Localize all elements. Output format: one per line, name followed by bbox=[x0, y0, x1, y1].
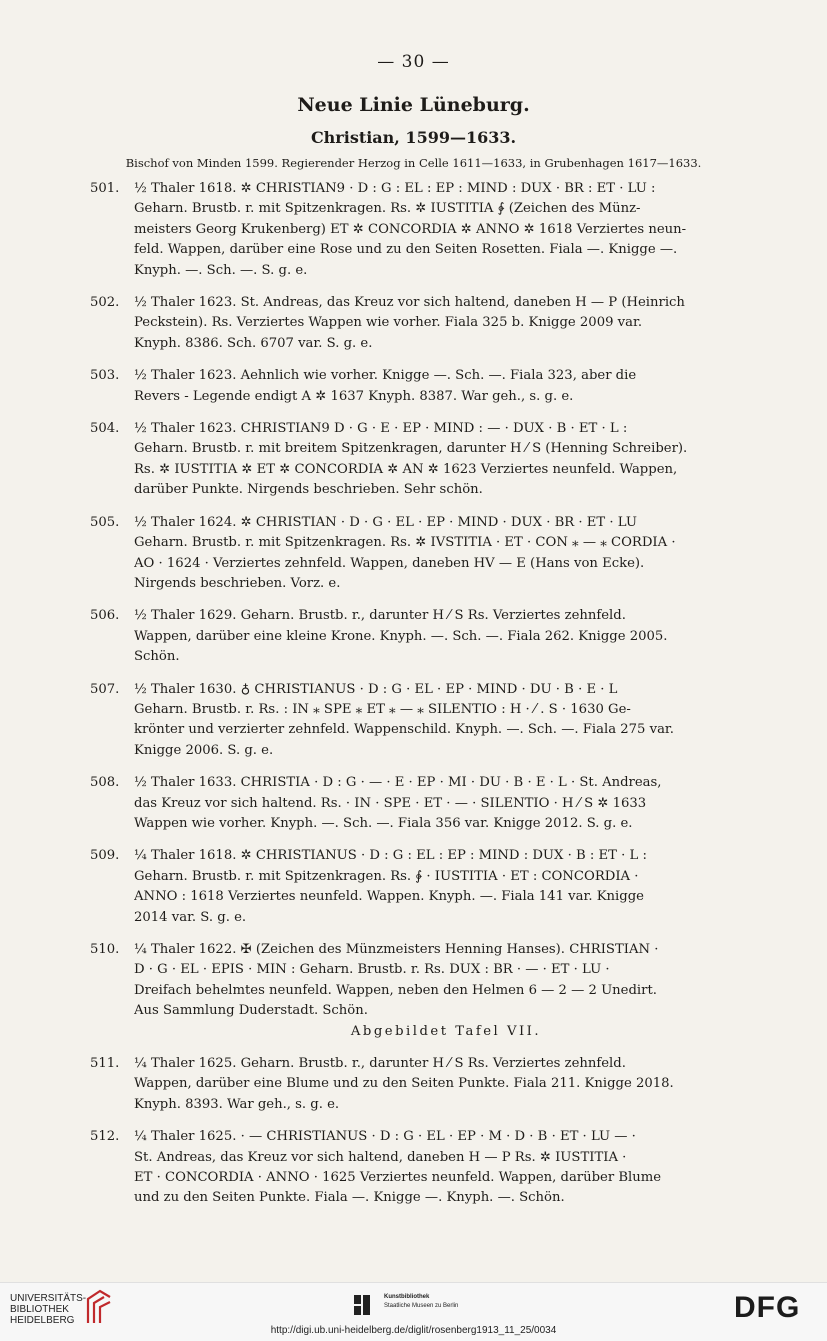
page-title: Neue Linie Lüneburg. bbox=[297, 94, 530, 116]
entry-line: ½ Thaler 1623. St. Andreas, das Kreuz vor sich haltend, daneben H — P (Heinrich bbox=[134, 295, 685, 311]
section-note: Bischof von Minden 1599. Regierender Herzog in Celle 1611—1633, in Grubenhagen 1617—1633. bbox=[125, 156, 702, 170]
catalog-entry bbox=[90, 419, 758, 501]
entry-line: ½ Thaler 1630. ♁ CHRISTIANUS · D : G · EL · EP · MIND · DU · B · E · L bbox=[134, 681, 618, 697]
catalog-entry bbox=[90, 366, 758, 407]
entry-line: ANNO : 1618 Verziertes neunfeld. Wappen. Knyph. —. Fiala 141 var. Knigge bbox=[134, 889, 644, 905]
entry-line: ET · CONCORDIA · ANNO · 1625 Verziertes neunfeld. Wappen, darüber Blume bbox=[134, 1170, 662, 1186]
kb-line-2: Staatliche Museen zu Berlin bbox=[384, 1303, 459, 1309]
entry-number: 506. bbox=[90, 608, 120, 624]
entry-line: ¼ Thaler 1618. ✲ CHRISTIANUS · D : G : EL : EP : MIND : DUX · B : ET · L : bbox=[134, 848, 647, 864]
permalink-url[interactable]: http://digi.ub.uni-heidelberg.de/diglit/rosenberg1913_11_25/0034 bbox=[270, 1325, 557, 1336]
entry-number: 505. bbox=[90, 514, 120, 530]
entry-number: 503. bbox=[90, 368, 120, 384]
entry-line: Knyph. 8393. War geh., s. g. e. bbox=[134, 1096, 340, 1112]
entry-line: das Kreuz vor sich haltend. Rs. · IN · SPE · ET · — · SILENTIO · H ⁄ S ✲ 1633 bbox=[134, 795, 647, 811]
entry-number: 507. bbox=[90, 681, 120, 697]
entry-line: Nirgends beschrieben. Vorz. e. bbox=[134, 575, 341, 591]
entry-line: ¼ Thaler 1622. ✠ (Zeichen des Münzmeisters Henning Hanses). CHRISTIAN · bbox=[134, 942, 659, 957]
catalog-entry bbox=[90, 606, 758, 667]
entry-line: ½ Thaler 1618. ✲ CHRISTIAN9 · D : G : EL : EP : MIND : DUX · BR : ET · LU : bbox=[134, 181, 656, 196]
entry-number: 511. bbox=[90, 1056, 120, 1072]
dfg-logo: DFG bbox=[734, 1291, 801, 1324]
entry-line: ¼ Thaler 1625. Geharn. Brustb. r., darunter H ⁄ S Rs. Verziertes zehnfeld. bbox=[134, 1056, 626, 1072]
catalog-entries bbox=[90, 179, 758, 1209]
catalog-entry bbox=[90, 846, 758, 928]
entry-line: Knyph. 8386. Sch. 6707 var. S. g. e. bbox=[134, 335, 373, 351]
entry-line: Wappen, darüber eine kleine Krone. Knyph. —. Sch. —. Fiala 262. Knigge 2005. bbox=[134, 628, 668, 644]
entry-line: ½ Thaler 1623. Aehnlich wie vorher. Knigge —. Sch. —. Fiala 323, aber die bbox=[134, 368, 637, 384]
kb-line-1: Kunstbibliothek bbox=[384, 1294, 430, 1300]
entry-line: darüber Punkte. Nirgends beschrieben. Sehr schön. bbox=[134, 482, 483, 498]
plate-reference: Abgebildet Tafel VII. bbox=[350, 1023, 542, 1039]
entry-line: ½ Thaler 1623. CHRISTIAN9 D · G · E · EP · MIND : — · DUX · B · ET · L : bbox=[134, 421, 628, 437]
catalog-entry bbox=[90, 940, 758, 1042]
entry-line: ½ Thaler 1633. CHRISTIA · D : G · — · E · EP · MI · DU · B · E · L · St. Andreas, bbox=[134, 775, 662, 791]
entry-line: feld. Wappen, darüber eine Rose und zu den Seiten Rosetten. Fiala —. Knigge —. bbox=[134, 242, 678, 258]
entry-line: Geharn. Brustb. r. Rs. : IN ⁎ SPE ⁎ ET ⁎ — ⁎ SILENTIO : H · ⁄ . S · 1630 Ge- bbox=[134, 701, 631, 717]
entry-line: St. Andreas, das Kreuz vor sich haltend, daneben H — P Rs. ✲ IUSTITIA · bbox=[134, 1149, 627, 1165]
entry-number: 509. bbox=[90, 848, 120, 864]
entry-line: ½ Thaler 1624. ✲ CHRISTIAN · D · G · EL · EP · MIND · DUX · BR · ET · LU bbox=[134, 514, 637, 530]
section-title: Christian, 1599—1633. bbox=[310, 128, 517, 147]
catalog-entry bbox=[90, 773, 758, 834]
entry-number: 501. bbox=[90, 181, 120, 196]
university-library-logo-text bbox=[10, 1293, 86, 1326]
kunstbibliothek-logo-icon bbox=[352, 1293, 372, 1317]
entry-line: D · G · EL · EPIS · MIN : Geharn. Brustb. r. Rs. DUX : BR · — · ET · LU · bbox=[134, 962, 610, 978]
entry-line: Knigge 2006. S. g. e. bbox=[134, 742, 274, 758]
entry-number: 504. bbox=[90, 421, 120, 437]
entry-line: ¼ Thaler 1625. · — CHRISTIANUS · D : G · EL · EP · M · D · B · ET · LU — · bbox=[134, 1129, 636, 1145]
entry-line: Rs. ✲ IUSTITIA ✲ ET ✲ CONCORDIA ✲ AN ✲ 1623 Verziertes neunfeld. Wappen, bbox=[134, 461, 678, 477]
entry-line: Wappen, darüber eine Blume und zu den Seiten Punkte. Fiala 211. Knigge 2018. bbox=[134, 1076, 674, 1092]
catalog-entry bbox=[90, 1127, 758, 1209]
entry-line: meisters Georg Krukenberg) ET ✲ CONCORDIA ✲ ANNO ✲ 1618 Verziertes neun- bbox=[134, 221, 687, 237]
catalog-entry bbox=[90, 680, 758, 762]
entry-line: und zu den Seiten Punkte. Fiala —. Knigge —. Knyph. —. Schön. bbox=[134, 1190, 565, 1206]
entry-line: ½ Thaler 1629. Geharn. Brustb. r., darunter H ⁄ S Rs. Verziertes zehnfeld. bbox=[134, 608, 626, 624]
entry-line: Wappen wie vorher. Knyph. —. Sch. —. Fiala 356 var. Knigge 2012. S. g. e. bbox=[134, 815, 633, 831]
entry-line: Geharn. Brustb. r. mit Spitzenkragen. Rs. ✲ IVSTITIA · ET · CON ⁎ — ⁎ CORDIA · bbox=[134, 535, 676, 551]
uni-line-3: HEIDELBERG bbox=[10, 1315, 75, 1326]
catalog-entry bbox=[90, 513, 758, 595]
entry-line: Revers - Legende endigt A ✲ 1637 Knyph. 8387. War geh., s. g. e. bbox=[134, 388, 574, 404]
university-logo-icon bbox=[84, 1289, 114, 1325]
entry-line: Geharn. Brustb. r. mit Spitzenkragen. Rs. ✲ IUSTITIA ∲ (Zeichen des Münz- bbox=[134, 201, 641, 217]
entry-line: Geharn. Brustb. r. mit breitem Spitzenkragen, darunter H ⁄ S (Henning Schreiber). bbox=[134, 441, 688, 457]
entry-line: Schön. bbox=[134, 649, 180, 665]
catalog-entry bbox=[90, 179, 758, 281]
entry-number: 512. bbox=[90, 1129, 120, 1145]
page-number: — 30 — bbox=[377, 52, 450, 72]
kunstbibliothek-text bbox=[384, 1293, 458, 1311]
uni-line-2: BIBLIOTHEK bbox=[10, 1304, 69, 1315]
entry-line: Dreifach behelmtes neunfeld. Wappen, neben den Helmen 6 — 2 — 2 Unedirt. bbox=[134, 982, 657, 998]
entry-line: Aus Sammlung Duderstadt. Schön. bbox=[134, 1003, 368, 1019]
catalog-entry bbox=[90, 1054, 758, 1115]
entry-line: Geharn. Brustb. r. mit Spitzenkragen. Rs. ∲ · IUSTITIA · ET : CONCORDIA · bbox=[134, 868, 639, 884]
entry-line: Peckstein). Rs. Verziertes Wappen wie vorher. Fiala 325 b. Knigge 2009 var. bbox=[134, 315, 643, 331]
entry-number: 510. bbox=[90, 942, 120, 957]
catalog-entry bbox=[90, 293, 758, 354]
entry-number: 502. bbox=[90, 295, 120, 311]
entry-number: 508. bbox=[90, 775, 120, 791]
entry-line: krönter und verzierter zehnfeld. Wappenschild. Knyph. —. Sch. —. Fiala 275 var. bbox=[134, 722, 674, 738]
entry-line: Knyph. —. Sch. —. S. g. e. bbox=[134, 262, 308, 278]
uni-line-1: UNIVERSITÄTS- bbox=[10, 1293, 87, 1304]
entry-line: 2014 var. S. g. e. bbox=[134, 909, 247, 925]
entry-line: AO · 1624 · Verziertes zehnfeld. Wappen, daneben HV — E (Hans von Ecke). bbox=[134, 555, 645, 571]
